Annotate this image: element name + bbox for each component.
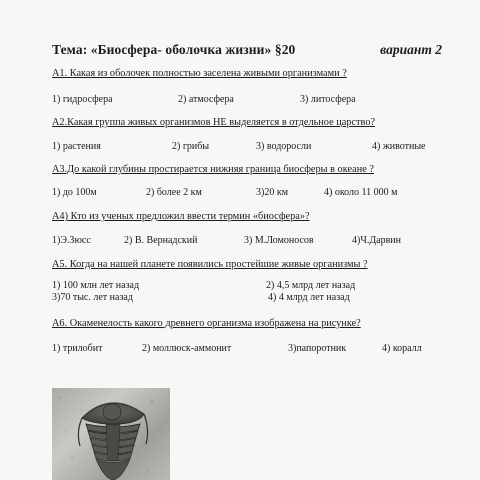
answer-option: 1) 100 млн лет назад	[52, 280, 140, 291]
page-title: Тема: «Биосфера- оболочка жизни» §20	[52, 42, 296, 57]
answer-option: 3)70 тыс. лет назад	[52, 292, 133, 303]
answer-option: 2) атмосфера	[178, 94, 234, 105]
question-a1: А1. Какая из оболочек полностью заселена живыми организмами ?	[52, 68, 347, 79]
answer-option: 2) моллюск-аммонит	[142, 343, 232, 354]
question-a3: А3.До какой глубины простирается нижняя граница биосферы в океане ?	[52, 164, 374, 175]
question-a4: А4) Кто из ученых предложил ввести термин «биосфера»?	[52, 211, 310, 222]
answer-option: 2) более 2 км	[146, 187, 202, 198]
header	[52, 42, 452, 62]
answer-option: 1) растения	[52, 141, 101, 152]
answer-option: 3) М.Ломоносов	[244, 235, 314, 246]
answer-option: 2) грибы	[172, 141, 210, 152]
answer-option: 3)20 км	[256, 187, 289, 198]
answer-option: 4)Ч.Дарвин	[352, 235, 402, 246]
answer-option: 1) гидросфера	[52, 94, 113, 105]
answer-option: 4) коралл	[382, 343, 422, 354]
answer-option: 1)Э.Зюсс	[52, 235, 91, 246]
answer-option: 4) 4 млрд лет назад	[268, 292, 350, 303]
question-a2: А2.Какая группа живых организмов НЕ выделяется в отдельное царство?	[52, 117, 376, 128]
question-a5: А5. Когда на нашей планете появились простейшие живые организмы ?	[52, 259, 368, 270]
variant-label: вариант 2	[380, 42, 442, 57]
answer-option: 3) водоросли	[256, 141, 312, 152]
answer-option: 4) животные	[372, 141, 426, 152]
trilobite-icon	[52, 388, 170, 480]
answer-option: 3)папоротник	[288, 343, 347, 354]
answer-option: 1) до 100м	[52, 187, 97, 198]
question-a6: А6. Окаменелость какого древнего организма изображена на рисунке?	[52, 318, 361, 329]
answer-option: 2) 4,5 млрд лет назад	[266, 280, 356, 291]
trilobite-fossil-photo	[52, 388, 170, 480]
answer-option: 2) В. Вернадский	[124, 235, 198, 246]
answer-option: 1) трилобит	[52, 343, 103, 354]
answer-option: 4) около 11 000 м	[324, 187, 398, 198]
answer-option: 3) литосфера	[300, 94, 356, 105]
